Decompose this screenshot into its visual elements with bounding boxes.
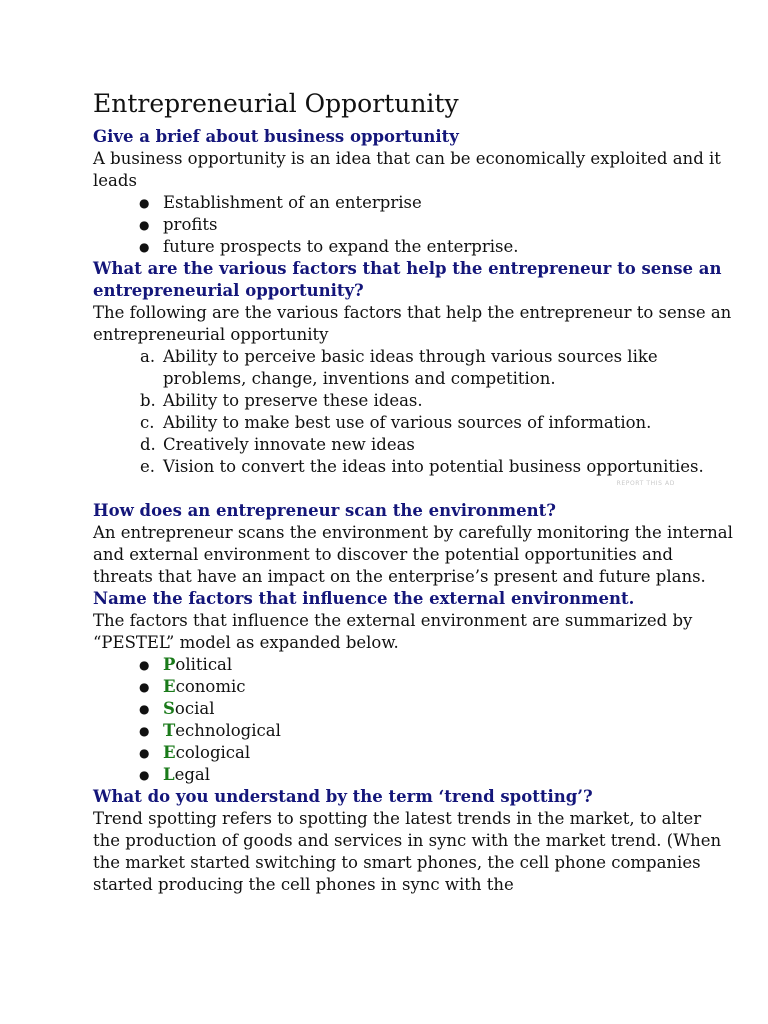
pestel-item-economic: ● Economic [139, 677, 246, 696]
pestel-item-technological: ● Technological [139, 721, 281, 740]
question-external-factors: Name the factors that influence the external environment. [93, 589, 635, 608]
document-title: Entrepreneurial Opportunity [93, 89, 459, 118]
bullet-icon: ● [139, 658, 150, 672]
bullet-icon: ● [139, 702, 150, 716]
list-item: ● future prospects to expand the enterprise. [139, 237, 519, 256]
answer-business-opportunity: A business opportunity is an idea that can be economically exploited and it leads [93, 149, 721, 190]
lettered-list-factors [93, 346, 733, 478]
document-page [93, 88, 733, 896]
bullet-icon: ● [139, 196, 150, 210]
pestel-item-political: ● Political [139, 655, 233, 674]
bullet-icon: ● [139, 768, 150, 782]
question-sense-opportunity: What are the various factors that help the entrepreneur to sense an entrepreneurial opportunity? [93, 259, 722, 300]
pestel-item-legal: ● Legal [139, 765, 211, 784]
report-ad-link[interactable]: REPORT THIS AD [616, 480, 675, 487]
list-item: e. Vision to convert the ideas into potential business opportunities. [140, 457, 704, 476]
bullet-list-opportunity [93, 192, 733, 258]
pestel-item-social: ● Social [139, 699, 215, 718]
pestel-list [93, 654, 733, 786]
pestel-item-ecological: ● Ecological [139, 743, 251, 762]
list-item: ● Establishment of an enterprise [139, 193, 422, 212]
answer-scan-environment: An entrepreneur scans the environment by carefully monitoring the internal and external environment to discover the potential opportunities and threats that have an impact on the enterprise’s present and future plans. [93, 523, 733, 586]
question-trend-spotting: What do you understand by the term ‘trend spotting’? [93, 787, 593, 806]
question-scan-environment: How does an entrepreneur scan the environment? [93, 501, 556, 520]
bullet-icon: ● [139, 746, 150, 760]
answer-sense-opportunity: The following are the various factors that help the entrepreneur to sense an entrepreneurial opportunity [93, 303, 732, 344]
answer-external-factors: The factors that influence the external environment are summarized by “PESTEL” model as expanded below. [93, 611, 693, 652]
bullet-icon: ● [139, 240, 150, 254]
bullet-icon: ● [139, 724, 150, 738]
list-item: a. Ability to perceive basic ideas through various sources like problems, change, inventions and competition. [140, 347, 658, 388]
report-ad-link-row [93, 478, 733, 500]
list-item: d. Creatively innovate new ideas [140, 435, 415, 454]
bullet-icon: ● [139, 680, 150, 694]
list-item: b. Ability to preserve these ideas. [140, 391, 423, 410]
question-business-opportunity: Give a brief about business opportunity [93, 127, 459, 146]
list-item: c. Ability to make best use of various sources of information. [140, 413, 652, 432]
answer-trend-spotting: Trend spotting refers to spotting the latest trends in the market, to alter the production of goods and services in sync with the market trend. (When the market started switching to smart phones, the cell phone companies started producing the cell phones in sync with the [93, 809, 722, 894]
bullet-icon: ● [139, 218, 150, 232]
list-item: ● profits [139, 215, 218, 234]
